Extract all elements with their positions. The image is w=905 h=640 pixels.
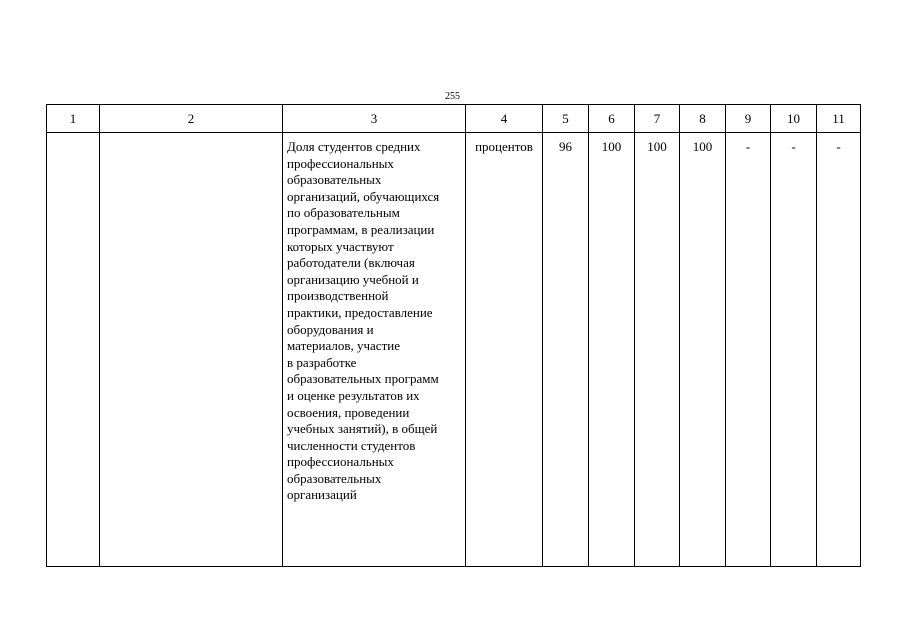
column-number-cell: 8 (680, 105, 726, 133)
column-number-cell: 5 (543, 105, 589, 133)
value-cell: 100 (680, 133, 726, 567)
page-number: 255 (445, 91, 460, 102)
column-number-cell: 1 (47, 105, 100, 133)
column-number-row (47, 105, 861, 133)
column-number-cell: 10 (771, 105, 817, 133)
indicator-table (46, 104, 861, 567)
indicator-description: Доля студентов средних профессиональных образовательных организаций, обучающихся по образовательным программам, в реализации которых участвуют работодатели (включая организацию учебной и производственной практики, предоставление оборудования и материалов, участие в разработке образовательных программ и оценке результатов их освоения, проведении учебных занятий), в общей численности студентов профессиональных образовательных организаций (283, 133, 466, 567)
value-cell: - (817, 133, 861, 567)
empty-cell (100, 133, 283, 567)
value-cell: - (771, 133, 817, 567)
column-number-cell: 6 (589, 105, 635, 133)
value-cell: 100 (589, 133, 635, 567)
empty-cell (47, 133, 100, 567)
value-cell: 96 (543, 133, 589, 567)
value-cell: 100 (635, 133, 680, 567)
column-number-cell: 3 (283, 105, 466, 133)
table-row (47, 133, 861, 567)
unit-cell: процентов (466, 133, 543, 567)
column-number-cell: 4 (466, 105, 543, 133)
column-number-cell: 7 (635, 105, 680, 133)
column-number-cell: 11 (817, 105, 861, 133)
column-number-cell: 2 (100, 105, 283, 133)
value-cell: - (726, 133, 771, 567)
column-number-cell: 9 (726, 105, 771, 133)
